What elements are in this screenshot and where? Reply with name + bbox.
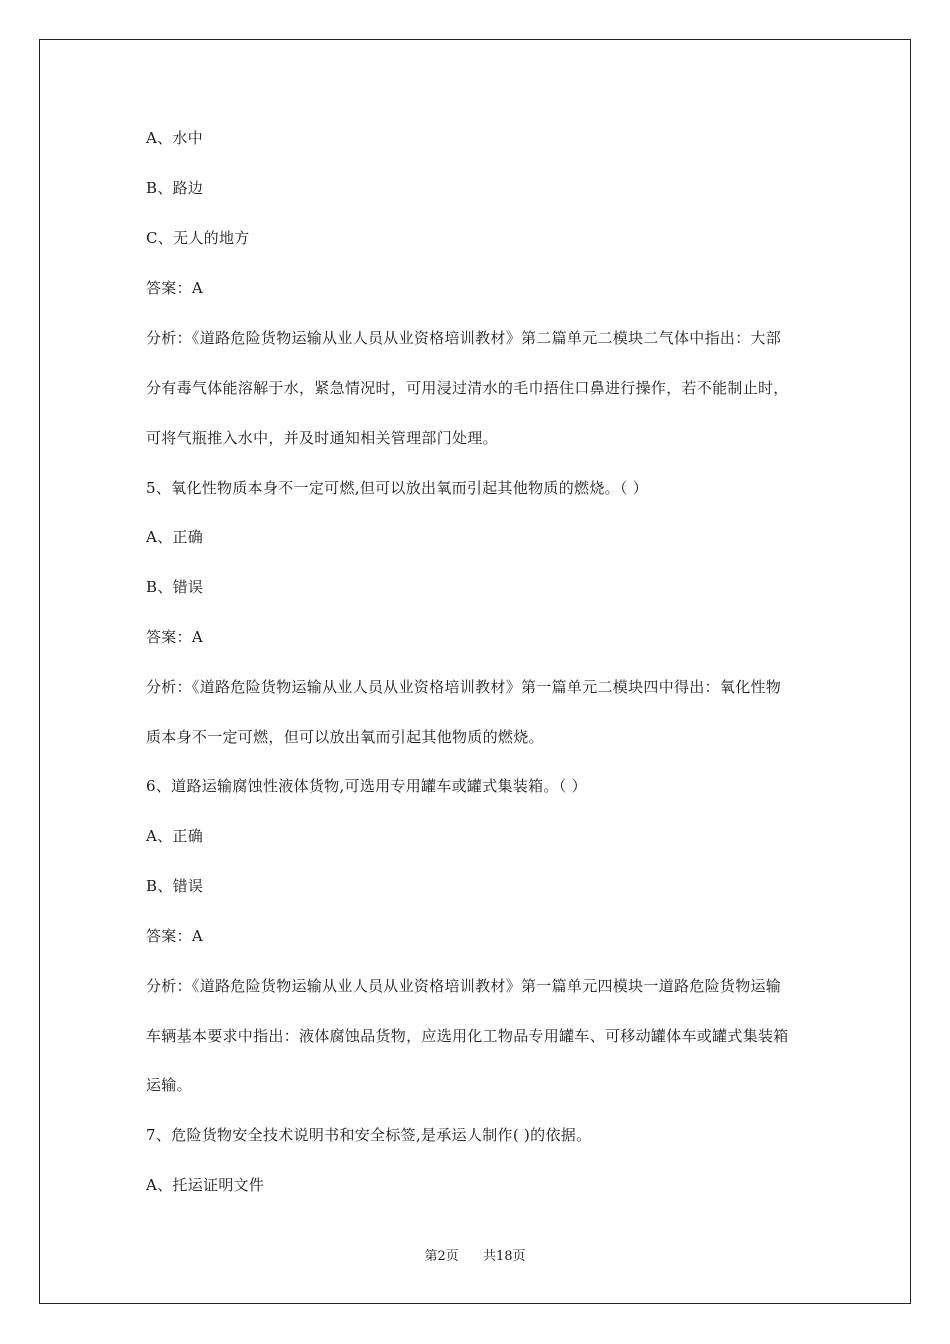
question-5: 5、氧化性物质本身不一定可燃,但可以放出氧而引起其他物质的燃烧。（ ） xyxy=(146,479,649,497)
answer-q5: 答案：A xyxy=(146,628,204,646)
answer-q6: 答案：A xyxy=(146,927,204,945)
analysis-q6-line1: 分析：《道路危险货物运输从业人员从业资格培训教材》第一篇单元四模块一道路危险货物运输 xyxy=(146,977,782,995)
option-b-roadside: B、路边 xyxy=(146,179,204,197)
analysis-q6-line2: 车辆基本要求中指出：液体腐蚀品货物，应选用化工物品专用罐车、可移动罐体车或罐式集装箱 xyxy=(146,1027,789,1045)
analysis-q4-line2: 分有毒气体能溶解于水，紧急情况时，可用浸过清水的毛巾捂住口鼻进行操作，若不能制止时， xyxy=(146,379,789,397)
option-c-unmanned-place: C、无人的地方 xyxy=(146,229,250,247)
q5-option-b: B、错误 xyxy=(146,578,204,596)
q7-option-a: A、托运证明文件 xyxy=(146,1176,265,1194)
option-a-water: A、水中 xyxy=(146,129,204,147)
answer-q4: 答案：A xyxy=(146,279,204,297)
analysis-q6-line3: 运输。 xyxy=(146,1076,192,1094)
analysis-q4-line1: 分析：《道路危险货物运输从业人员从业资格培训教材》第二篇单元二模块二气体中指出：大部 xyxy=(146,329,782,347)
q5-option-a: A、正确 xyxy=(146,528,204,546)
q6-option-a: A、正确 xyxy=(146,827,204,845)
question-6: 6、道路运输腐蚀性液体货物,可选用专用罐车或罐式集装箱。（ ） xyxy=(146,777,587,795)
question-7: 7、危险货物安全技术说明书和安全标签,是承运人制作( )的依据。 xyxy=(146,1126,592,1144)
q6-option-b: B、错误 xyxy=(146,877,204,895)
analysis-q5-line2: 质本身不一定可燃，但可以放出氧而引起其他物质的燃烧。 xyxy=(146,728,544,746)
page-total: 共18页 xyxy=(483,1249,526,1264)
page-footer xyxy=(0,1248,950,1266)
page-number: 第2页 xyxy=(424,1249,459,1264)
analysis-q4-line3: 可将气瓶推入水中，并及时通知相关管理部门处理。 xyxy=(146,429,498,447)
analysis-q5-line1: 分析：《道路危险货物运输从业人员从业资格培训教材》第一篇单元二模块四中得出：氧化性物 xyxy=(146,678,782,696)
